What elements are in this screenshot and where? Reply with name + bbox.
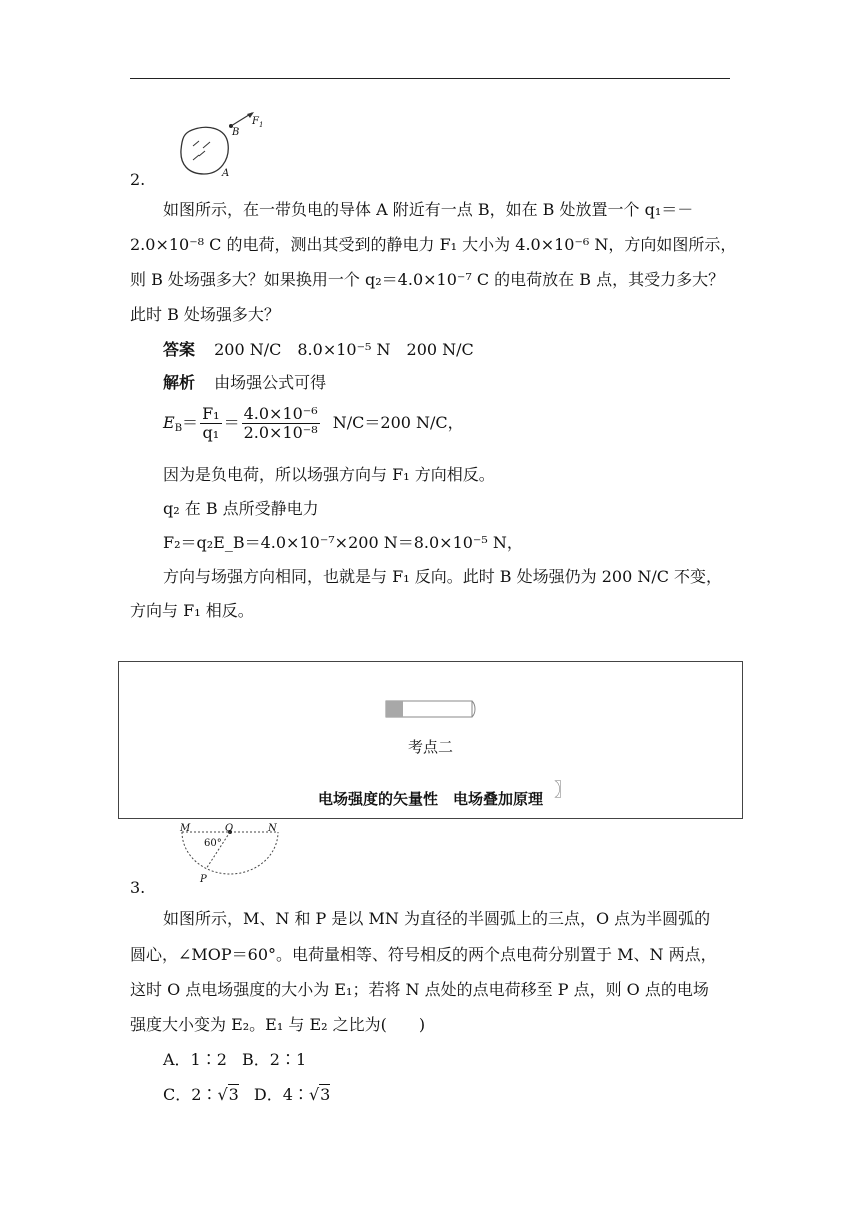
analysis-label: 解析 [163,373,196,392]
answer-values: 200 N/C 8.0×10⁻⁵ N 200 N/C [214,340,474,359]
q2-force-intro: q₂ 在 B 点所受静电力 [163,499,319,518]
section-box [118,661,743,819]
section-name: 考点二 [407,738,453,756]
section-tab-icon [385,698,477,720]
label-angle: 60° [204,838,222,849]
label-o: O [225,823,234,834]
option-c[interactable]: C．2∶√3 [163,1085,239,1104]
option-a[interactable]: A．1∶2 [163,1050,227,1069]
answer-line [163,340,474,360]
fraction-f1-q1: $\frac{\text{F₁}}{\text{q₁}}$ [202,404,220,442]
q2-text-line-4: 此时 B 处场强多大？ [130,305,280,324]
question-3-number: 3. [130,878,146,897]
label-n: N [268,823,277,834]
options-row-2 [163,1085,330,1105]
q2-text-line-2: 2.0×10⁻⁸ C 的电荷，测出其受到的静电力 F₁ 大小为 4.0×10⁻⁶ N，方向如图所示， [130,235,737,254]
options-row-1 [163,1050,306,1070]
section-title: 电场强度的矢量性 电场叠加原理 [317,790,543,808]
label-p: P [200,874,207,885]
bracket-decoration: 〗 [554,780,572,801]
option-b[interactable]: B．2∶1 [242,1050,307,1069]
q3-text-line-1: 如图所示，M、N 和 P 是以 MN 为直径的半圆弧上的三点，O 点为半圆弧的 [163,909,711,928]
label-b: B [232,127,240,138]
label-f1: $F_1$ [252,116,264,129]
question-2-number: 2. [130,170,146,189]
conductor-outline [181,127,228,174]
q3-text-line-2: 圆心，∠MOP＝60°。电荷量相等、符号相反的两个点电荷分别置于 M、N 两点， [130,945,717,964]
q3-text-line-3: 这时 O 点电场强度的大小为 E₁；若将 N 点处的点电荷移至 P 点，则 O 点的电场 [130,980,709,999]
answer-label: 答案 [163,340,196,359]
q3-text-line-4: 强度大小变为 E₂。E₁ 与 E₂ 之比为( ) [130,1015,426,1034]
option-d[interactable]: D．4∶√3 [253,1085,331,1104]
equation-eb: $E_B=$ $\frac{\text{F₁}}{\text{q₁}}$ ＝ $\frac{\text{4.0×10⁻⁶}}{\text{2.0×10⁻⁸}}$ N/C＝200 N/C， [163,404,464,442]
q2-text-line-3: 则 B 处场强多大？如果换用一个 q₂＝4.0×10⁻⁷ C 的电荷放在 B 点，其受力多大？ [130,270,725,289]
label-m: M [180,823,191,834]
q2-text-line-1: 如图所示，在一带负电的导体 A 附近有一点 B，如在 B 处放置一个 q₁＝－ [163,200,694,219]
label-a: A [222,168,230,179]
semicircle-figure [180,827,285,879]
reason-line: 因为是负电荷，所以场强方向与 F₁ 方向相反。 [163,465,495,484]
analysis-line [163,373,326,393]
header-rule [130,78,730,79]
f2-equation: F₂＝q₂E_B＝4.0×10⁻⁷×200 N＝8.0×10⁻⁵ N， [163,533,523,552]
direction-line-1: 方向与场强方向相同，也就是与 F₁ 反向。此时 B 处场强仍为 200 N/C 不变， [163,567,723,586]
analysis-intro: 由场强公式可得 [214,373,327,392]
fraction-values: $\frac{\text{4.0×10⁻⁶}}{\text{2.0×10⁻⁸}}$ [243,404,318,442]
direction-line-2: 方向与 F₁ 相反。 [130,601,254,620]
